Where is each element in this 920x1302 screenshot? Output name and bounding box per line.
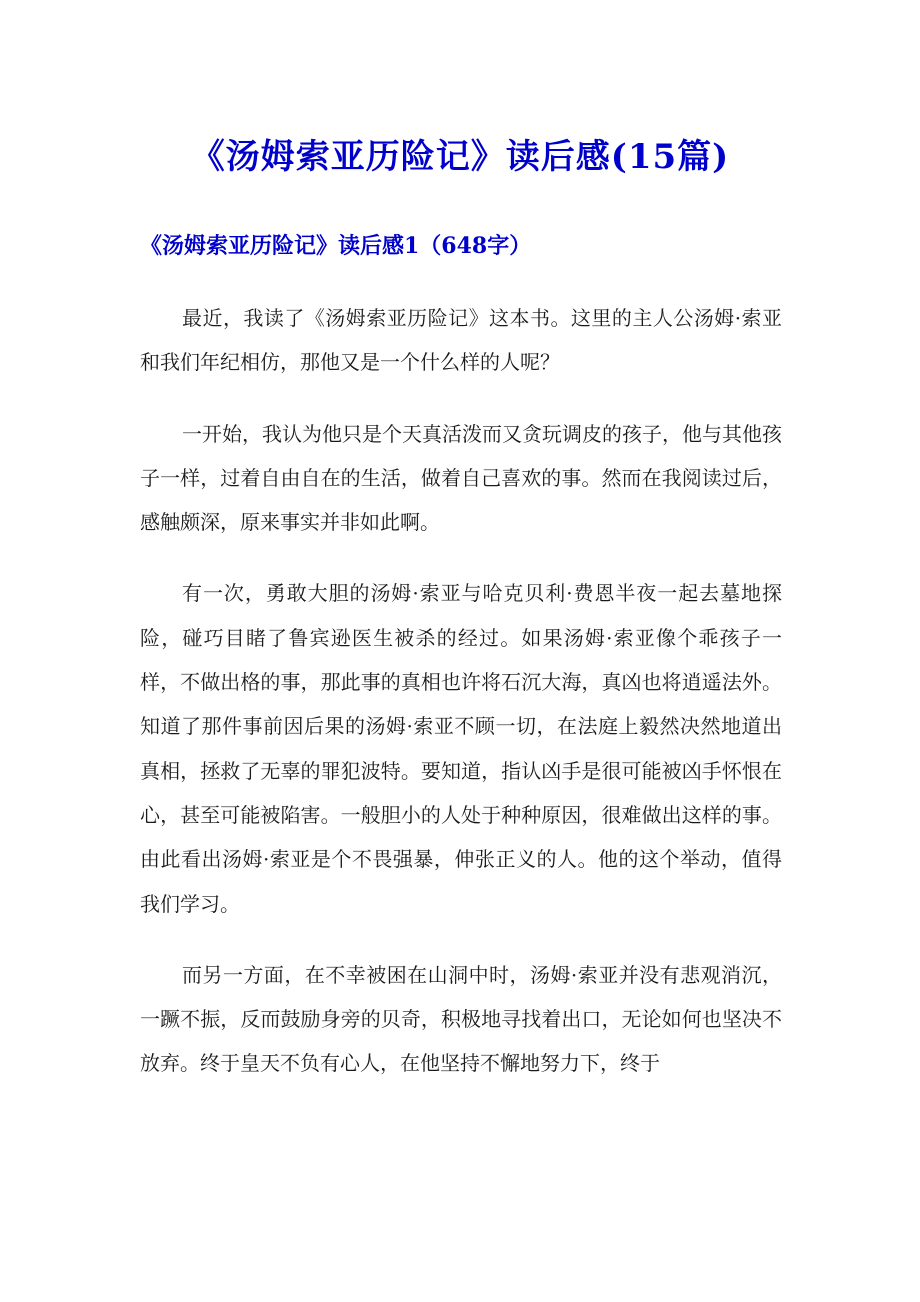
document-title: 《汤姆索亚历险记》读后感(15篇) [190, 137, 730, 177]
paragraph-2: 一开始，我认为他只是个天真活泼而又贪玩调皮的孩子，他与其他孩子一样，过着自由自在的生活，做着自己喜欢的事。然而在我阅读过后，感触颇深，原来事实并非如此啊。 [140, 421, 782, 535]
section-heading: 《汤姆索亚历险记》读后感1（648字） [140, 233, 532, 259]
paragraph-4: 而另一方面，在不幸被困在山洞中时，汤姆·索亚并没有悲观消沉，一蹶不振，反而鼓励身旁的贝奇，积极地寻找着出口，无论如何也坚决不放弃。终于皇天不负有心人，在他坚持不懈地努力下，终于 [140, 962, 782, 1076]
paragraph-3: 有一次，勇敢大胆的汤姆·索亚与哈克贝利·费恩半夜一起去墓地探险，碰巧目睹了鲁宾逊医生被杀的经过。如果汤姆·索亚像个乖孩子一样，不做出格的事，那此事的真相也许将石沉大海，真凶也将逍遥法外。知道了那件事前因后果的汤姆·索亚不顾一切，在法庭上毅然决然地道出真相，拯救了无辜的罪犯波特。要知道，指认凶手是很可能被凶手怀恨在心，甚至可能被陷害。一般胆小的人处于种种原因，很难做出这样的事。由此看出汤姆·索亚是个不畏强暴，伸张正义的人。他的这个举动，值得我们学习。 [140, 581, 782, 916]
document-body [140, 296, 782, 1113]
paragraph-1: 最近，我读了《汤姆索亚历险记》这本书。这里的主人公汤姆·索亚和我们年纪相仿，那他又是一个什么样的人呢？ [140, 306, 782, 375]
